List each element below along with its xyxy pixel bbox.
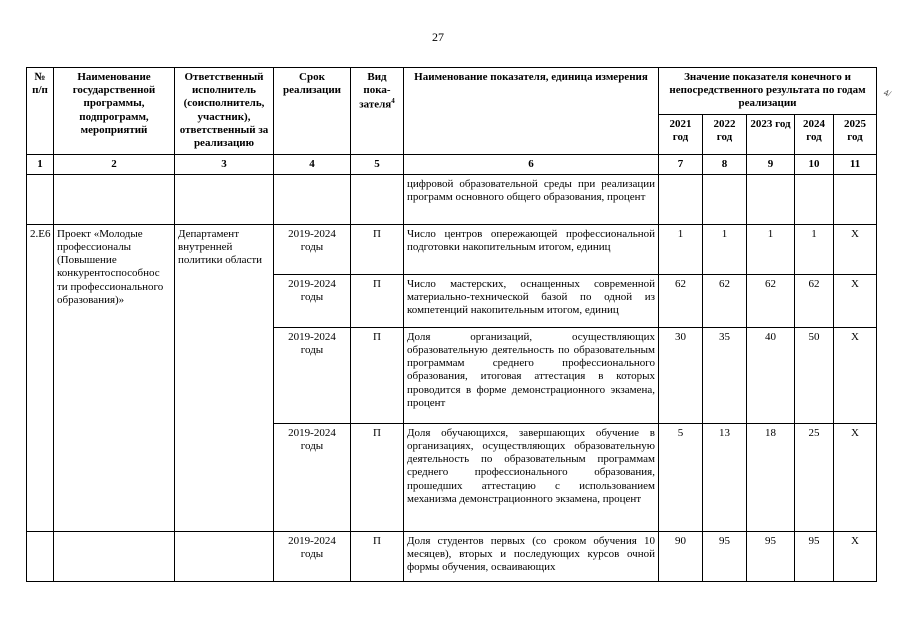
- empty-cell: [27, 531, 54, 581]
- value-2021-cell: 90: [659, 531, 703, 581]
- column-number: 9: [747, 154, 795, 174]
- header-year-2021: 2021 год: [659, 114, 703, 154]
- value-2021-cell: 30: [659, 327, 703, 423]
- column-number: 4: [274, 154, 351, 174]
- value-2023-cell: 1: [747, 224, 795, 274]
- header-values-group: Значение показателя конечного и непосредственного результата по годам реализации: [659, 68, 877, 115]
- value-2022-cell: 95: [703, 531, 747, 581]
- table-row: [27, 224, 877, 274]
- value-2023-cell: 95: [747, 531, 795, 581]
- value-2025-cell: Х: [834, 423, 877, 531]
- value-2022-cell: 1: [703, 224, 747, 274]
- page-number: 27: [432, 30, 444, 44]
- value-2024-cell: 1: [795, 224, 834, 274]
- value-2025-cell: Х: [834, 274, 877, 327]
- header-year-2025: 2025 год: [834, 114, 877, 154]
- column-number: 1: [27, 154, 54, 174]
- header-indicator-type: [351, 68, 404, 155]
- value-2025-cell: Х: [834, 327, 877, 423]
- period-cell: 2019-2024 годы: [274, 274, 351, 327]
- header-responsible: Ответственный исполнитель (соисполнитель, участник), ответственный за реализацию: [175, 68, 274, 155]
- empty-cell: [351, 174, 404, 224]
- header-indicator-name: Наименование показателя, единица измерения: [404, 68, 659, 155]
- value-2024-cell: 25: [795, 423, 834, 531]
- header-footnote-mark: 4: [391, 97, 395, 106]
- value-2021-cell: 62: [659, 274, 703, 327]
- header-year-2022: 2022 год: [703, 114, 747, 154]
- indicator-type-cell: П: [351, 531, 404, 581]
- continuation-row: [27, 174, 877, 224]
- header-year-2023: 2023 год: [747, 114, 795, 154]
- empty-cell: [795, 174, 834, 224]
- project-name-cell: Проект «Молодые профессионалы (Повышение конкурентоспособнос ти профессионального образования)»: [54, 224, 175, 531]
- column-number: 7: [659, 154, 703, 174]
- value-2022-cell: 13: [703, 423, 747, 531]
- margin-mark: 4/: [882, 87, 893, 99]
- column-number: 8: [703, 154, 747, 174]
- column-number: 11: [834, 154, 877, 174]
- empty-cell: [175, 174, 274, 224]
- indicator-name-cell: Доля обучающихся, завершающих обучение в организациях, осуществляющих образовательную деятельность по образовательным программам среднего профессионального образования, прошедших аттестацию с использованием механизма демонстрационного экзамена, процент: [404, 423, 659, 531]
- table-row: [27, 531, 877, 581]
- period-cell: 2019-2024 годы: [274, 531, 351, 581]
- value-2023-cell: 18: [747, 423, 795, 531]
- column-number: 2: [54, 154, 175, 174]
- value-2024-cell: 62: [795, 274, 834, 327]
- header-row-1: [27, 68, 877, 115]
- value-2024-cell: 50: [795, 327, 834, 423]
- header-indicator-type-text: Вид пока-зателя: [359, 71, 392, 112]
- indicator-type-cell: П: [351, 224, 404, 274]
- empty-cell: [659, 174, 703, 224]
- header-program-name: Наименование государственной программы, подпрограмм, мероприятий: [54, 68, 175, 155]
- empty-cell: [703, 174, 747, 224]
- value-2023-cell: 40: [747, 327, 795, 423]
- period-cell: 2019-2024 годы: [274, 423, 351, 531]
- value-2024-cell: 95: [795, 531, 834, 581]
- indicator-name-cell: Число центров опережающей профессиональной подготовки накопительным итогом, единиц: [404, 224, 659, 274]
- empty-cell: [54, 531, 175, 581]
- column-number: 10: [795, 154, 834, 174]
- indicator-type-cell: П: [351, 274, 404, 327]
- column-number: 5: [351, 154, 404, 174]
- empty-cell: [834, 174, 877, 224]
- empty-cell: [175, 531, 274, 581]
- column-number-row: [27, 154, 877, 174]
- value-2022-cell: 35: [703, 327, 747, 423]
- empty-cell: [27, 174, 54, 224]
- indicator-name-cell: Число мастерских, оснащенных современной материально-технической базой по одной из компетенций накопительным итогом, единиц: [404, 274, 659, 327]
- empty-cell: [54, 174, 175, 224]
- empty-cell: [747, 174, 795, 224]
- column-number: 6: [404, 154, 659, 174]
- value-2021-cell: 5: [659, 423, 703, 531]
- period-cell: 2019-2024 годы: [274, 327, 351, 423]
- header-period: Срок реализации: [274, 68, 351, 155]
- value-2022-cell: 62: [703, 274, 747, 327]
- column-number: 3: [175, 154, 274, 174]
- indicator-name-cell: Доля студентов первых (со сроком обучения 10 месяцев), вторых и последующих курсов очной формы обучения, осваивающих: [404, 531, 659, 581]
- empty-cell: [274, 174, 351, 224]
- program-table: [26, 67, 877, 582]
- value-2025-cell: Х: [834, 224, 877, 274]
- indicator-name-cell: Доля организаций, осуществляющих образовательную деятельность по образовательным программам среднего профессионального образования, итоговая аттестация в которых проводится в форме демонстрационного экзамена, процент: [404, 327, 659, 423]
- value-2025-cell: Х: [834, 531, 877, 581]
- indicator-type-cell: П: [351, 327, 404, 423]
- period-cell: 2019-2024 годы: [274, 224, 351, 274]
- value-2023-cell: 62: [747, 274, 795, 327]
- header-year-2024: 2024 год: [795, 114, 834, 154]
- indicator-type-cell: П: [351, 423, 404, 531]
- value-2021-cell: 1: [659, 224, 703, 274]
- header-number: № п/п: [27, 68, 54, 155]
- project-id-cell: 2.Е6: [27, 224, 54, 531]
- project-responsible-cell: Департамент внутренней политики области: [175, 224, 274, 531]
- indicator-name-cell: цифровой образовательной среды при реализации программ основного общего образования, процент: [404, 174, 659, 224]
